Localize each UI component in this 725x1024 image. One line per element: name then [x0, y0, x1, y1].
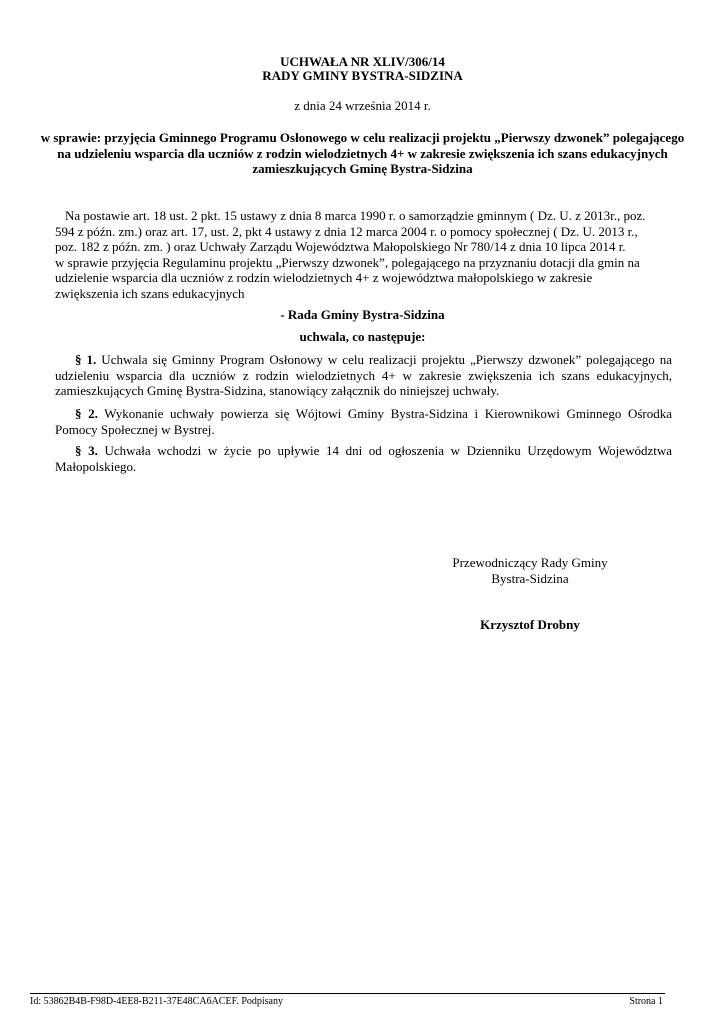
- footer-divider: [30, 993, 665, 994]
- paragraph-3: [55, 443, 672, 474]
- preamble-line: zwiększenia ich szans edukacyjnych: [55, 285, 245, 301]
- preamble-line: 594 z późn. zm.) oraz art. 17, ust. 2, pkt 4 ustawy z dnia 12 marca 2004 r. o pomocy społecznej ( Dz. U. 2013 r.,: [55, 223, 638, 239]
- paragraph-text: Uchwala się Gminny Program Osłonowy w celu realizacji projektu „Pierwszy dzwonek” polegającego na udzieleniu wsparcia dla uczniów z rodzin wielodzietnych 4+ w zakresie zwiększenia ich szans edukacyjnych, zamieszkujących Gminę Bystra-Sidzina, stanowiący załącznik do niniejszej uchwały.: [55, 352, 672, 398]
- paragraph-text: Uchwała wchodzi w życie po upływie 14 dni od ogłoszenia w Dzienniku Urzędowym Województwa Małopolskiego.: [55, 443, 672, 474]
- preamble-line: poz. 182 z późn. zm. ) oraz Uchwały Zarządu Województwa Małopolskiego Nr 780/14 z dnia 10 lipca 2014 r.: [55, 239, 626, 254]
- paragraph-number: § 3.: [75, 443, 98, 458]
- council-name: RADY GMINY BYSTRA-SIDZINA: [262, 68, 463, 83]
- paragraph-1: [55, 352, 672, 399]
- signatory-title-line: Przewodniczący Rady Gminy: [452, 555, 608, 570]
- preamble-line: udzielenie wsparcia dla uczniów z rodzin wielodzietnych 4+ z województwa małopolskiego w zakresie: [55, 270, 593, 285]
- council-declaration: - Rada Gminy Bystra-Sidzina: [280, 307, 445, 322]
- signatory-name: Krzysztof Drobny: [480, 617, 580, 632]
- signatory-title-line: Bystra-Sidzina: [491, 570, 569, 586]
- resolution-subject: w sprawie: przyjęcia Gminnego Programu Osłonowego w celu realizacji projektu „Pierwszy dzwonek” polegającego na udzieleniu wsparcia dla uczniów z rodzin wielodzietnych 4+ w zakresie zwiększenia ich szans edukacyjnych zamieszkujących Gminę Bystra-Sidzina: [40, 130, 685, 176]
- page-number: Strona 1: [629, 996, 663, 1007]
- preamble-line: w sprawie przyjęcia Regulaminu projektu „Pierwszy dzwonek”, polegającego na przyznaniu dotacji dla gmin na: [55, 254, 640, 270]
- paragraph-number: § 2.: [75, 406, 98, 421]
- resolution-number: UCHWAŁA NR XLIV/306/14: [280, 54, 445, 69]
- paragraph-2: [55, 406, 672, 437]
- signatory-title: [418, 555, 642, 586]
- paragraph-number: § 1.: [75, 352, 97, 367]
- document-id: Id: 53862B4B-F98D-4EE8-B211-37E48CA6ACEF. Podpisany: [30, 996, 283, 1007]
- preamble-line: Na postawie art. 18 ust. 2 pkt. 15 ustawy z dnia 8 marca 1990 r. o samorządzie gminnym ( Dz. U. z 2013r., poz.: [65, 208, 646, 223]
- resolves-heading: uchwala, co następuje:: [299, 329, 426, 344]
- paragraph-text: Wykonanie uchwały powierza się Wójtowi Gminy Bystra-Sidzina i Kierownikowi Gminnego Ośrodka Pomocy Społecznej w Bystrej.: [55, 406, 672, 437]
- legal-basis-preamble: [55, 208, 670, 301]
- resolution-date: z dnia 24 września 2014 r.: [294, 98, 431, 113]
